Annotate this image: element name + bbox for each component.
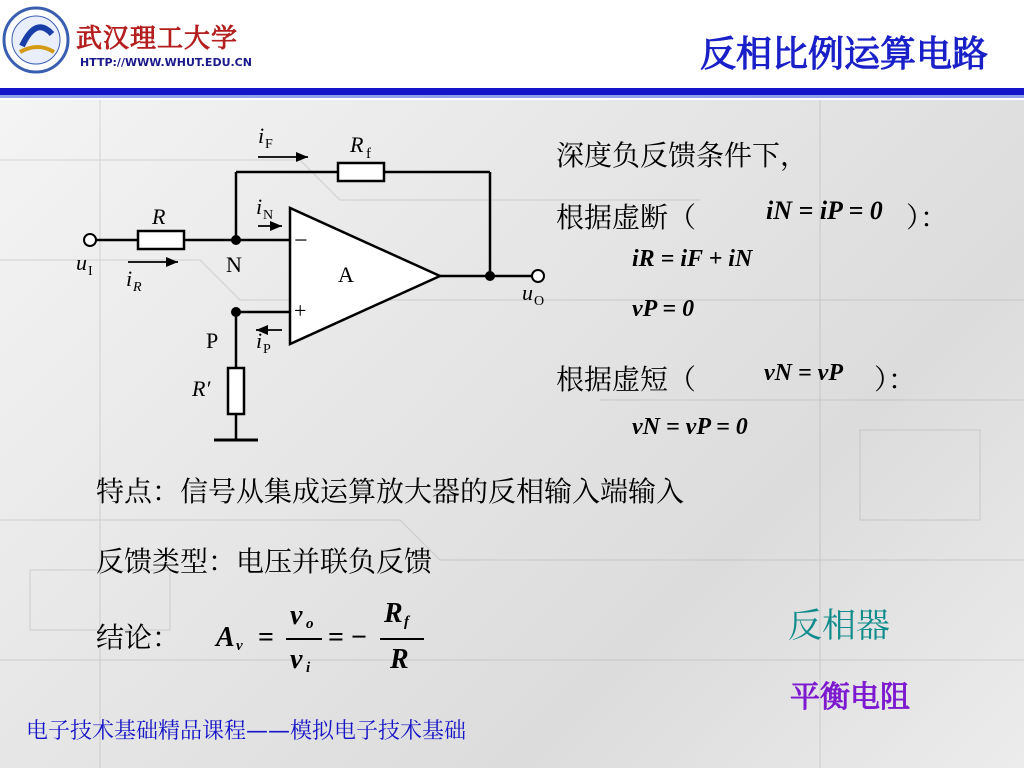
virtual-short-prefix: 根据虚短（ <box>556 363 697 396</box>
university-logo <box>2 6 70 74</box>
svg-text:I: I <box>88 264 93 279</box>
header-divider <box>0 88 1024 95</box>
condition-text: 深度负反馈条件下， <box>556 139 809 172</box>
page-title: 反相比例运算电路 <box>699 34 988 75</box>
balance-resistor-note: 平衡电阻 <box>790 680 910 715</box>
school-url: HTTP://WWW.WHUT.EDU.CN <box>80 56 252 69</box>
label-A: A <box>338 262 354 287</box>
current-equation: iR = iF + iN <box>632 246 753 272</box>
footer-course-title: 电子技术基础精品课程——模拟电子技术基础 <box>26 719 467 744</box>
label-uO: u <box>522 280 533 305</box>
inverting-amplifier-circuit <box>70 110 570 460</box>
label-iR: i <box>126 266 133 291</box>
label-iF: i <box>258 123 265 148</box>
label-P: P <box>206 328 219 353</box>
feature-text: 特点：信号从集成运算放大器的反相输入端输入 <box>96 475 685 508</box>
label-N: N <box>226 252 242 277</box>
svg-text:O: O <box>534 294 545 309</box>
label-plus: + <box>294 298 307 323</box>
svg-text:f: f <box>366 146 371 162</box>
label-Rprime: R′ <box>192 376 211 401</box>
label-minus: − <box>294 228 308 254</box>
feedback-type-text: 反馈类型：电压并联负反馈 <box>96 545 433 578</box>
virtual-open-suffix: ）： <box>906 201 949 234</box>
vn-equation: vN = vP = 0 <box>632 414 748 440</box>
label-Rf: R <box>350 132 364 157</box>
virtual-short-equation: vN = vP <box>764 360 843 386</box>
inverter-note: 反相器 <box>788 606 890 646</box>
label-R: R <box>152 204 166 229</box>
virtual-open-prefix: 根据虚断（ <box>556 201 697 234</box>
school-name: 武汉理工大学 <box>76 24 239 54</box>
vp-equation: vP = 0 <box>632 296 695 322</box>
svg-text:P: P <box>263 342 271 357</box>
virtual-short-suffix: ）： <box>874 363 917 396</box>
label-iN: i <box>256 194 263 219</box>
svg-text:R: R <box>133 280 142 295</box>
label-iP: i <box>256 328 263 353</box>
svg-text:N: N <box>263 208 274 223</box>
virtual-open-equation: iN = iP = 0 <box>766 196 883 225</box>
label-uI: u <box>76 250 87 275</box>
gain-formula: A v = v o v i = − R f R <box>214 598 434 688</box>
conclusion-label: 结论： <box>96 621 181 654</box>
header-divider-light <box>0 95 1024 98</box>
slide-header <box>0 0 1024 88</box>
svg-text:F: F <box>265 137 273 152</box>
